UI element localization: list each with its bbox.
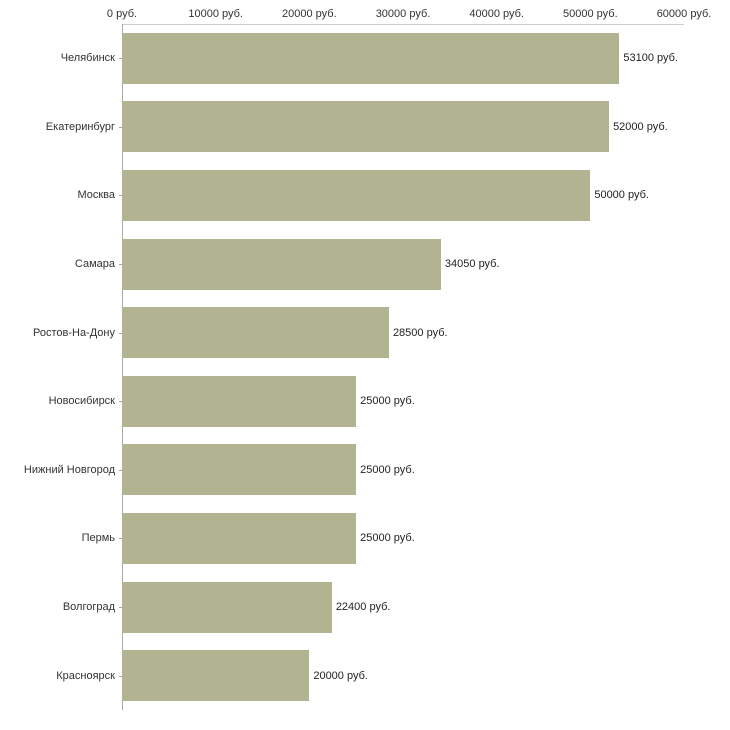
bar-2 xyxy=(122,170,590,221)
bar-value-label-5: 25000 руб. xyxy=(360,395,415,408)
bar-value-label-8: 22400 руб. xyxy=(335,601,391,614)
category-label-7: Пермь xyxy=(81,532,115,545)
bar-value-label-6: 25000 руб. xyxy=(360,463,415,476)
bar-value-label-1: 52000 руб. xyxy=(613,120,668,133)
bar-8 xyxy=(122,582,332,633)
category-label-9: Красноярск xyxy=(56,669,115,682)
bar-value-label-9: 20000 руб. xyxy=(313,669,368,682)
bar-5 xyxy=(122,376,356,427)
table-row xyxy=(62,573,684,642)
table-row xyxy=(32,298,684,367)
category-label-6: Нижний Новгород xyxy=(23,463,115,476)
table-row xyxy=(77,161,684,230)
category-label-3: Самара xyxy=(74,258,115,271)
bar-value-label-0: 53100 руб. xyxy=(623,52,678,65)
x-tick-label-6: 60000 руб. xyxy=(656,8,712,20)
bar-value-label-4: 28500 руб. xyxy=(392,326,448,339)
x-tick-label-4: 40000 руб. xyxy=(469,8,524,20)
table-row xyxy=(23,436,684,505)
category-label-2: Москва xyxy=(77,189,115,202)
category-label-1: Екатеринбург xyxy=(45,120,115,133)
bar-1 xyxy=(122,101,609,152)
x-tick-label-1: 10000 руб. xyxy=(188,8,243,20)
bar-9 xyxy=(122,650,309,701)
x-tick-label-0: 0 руб. xyxy=(106,8,138,20)
bar-7 xyxy=(122,513,356,564)
table-row xyxy=(74,230,684,299)
bar-value-label-3: 34050 руб. xyxy=(444,258,500,271)
category-label-8: Волгоград xyxy=(62,601,115,614)
category-label-5: Новосибирск xyxy=(48,395,115,408)
x-tick-label-5: 50000 руб. xyxy=(563,8,618,20)
bar-0 xyxy=(122,33,619,84)
x-tick-label-2: 20000 руб. xyxy=(282,8,337,20)
table-row xyxy=(48,367,684,436)
category-label-4: Ростов-На-Дону xyxy=(32,326,115,339)
bar-value-label-7: 25000 руб. xyxy=(360,532,415,545)
bar-4 xyxy=(122,307,389,358)
x-tick-label-3: 30000 руб. xyxy=(375,8,431,20)
table-row xyxy=(45,93,684,162)
table-row xyxy=(56,641,684,710)
category-label-0: Челябинск xyxy=(60,52,115,65)
table-row xyxy=(60,24,684,93)
table-row xyxy=(81,504,684,573)
bar-6 xyxy=(122,444,356,495)
bar-3 xyxy=(122,239,441,290)
bar-value-label-2: 50000 руб. xyxy=(594,189,649,202)
